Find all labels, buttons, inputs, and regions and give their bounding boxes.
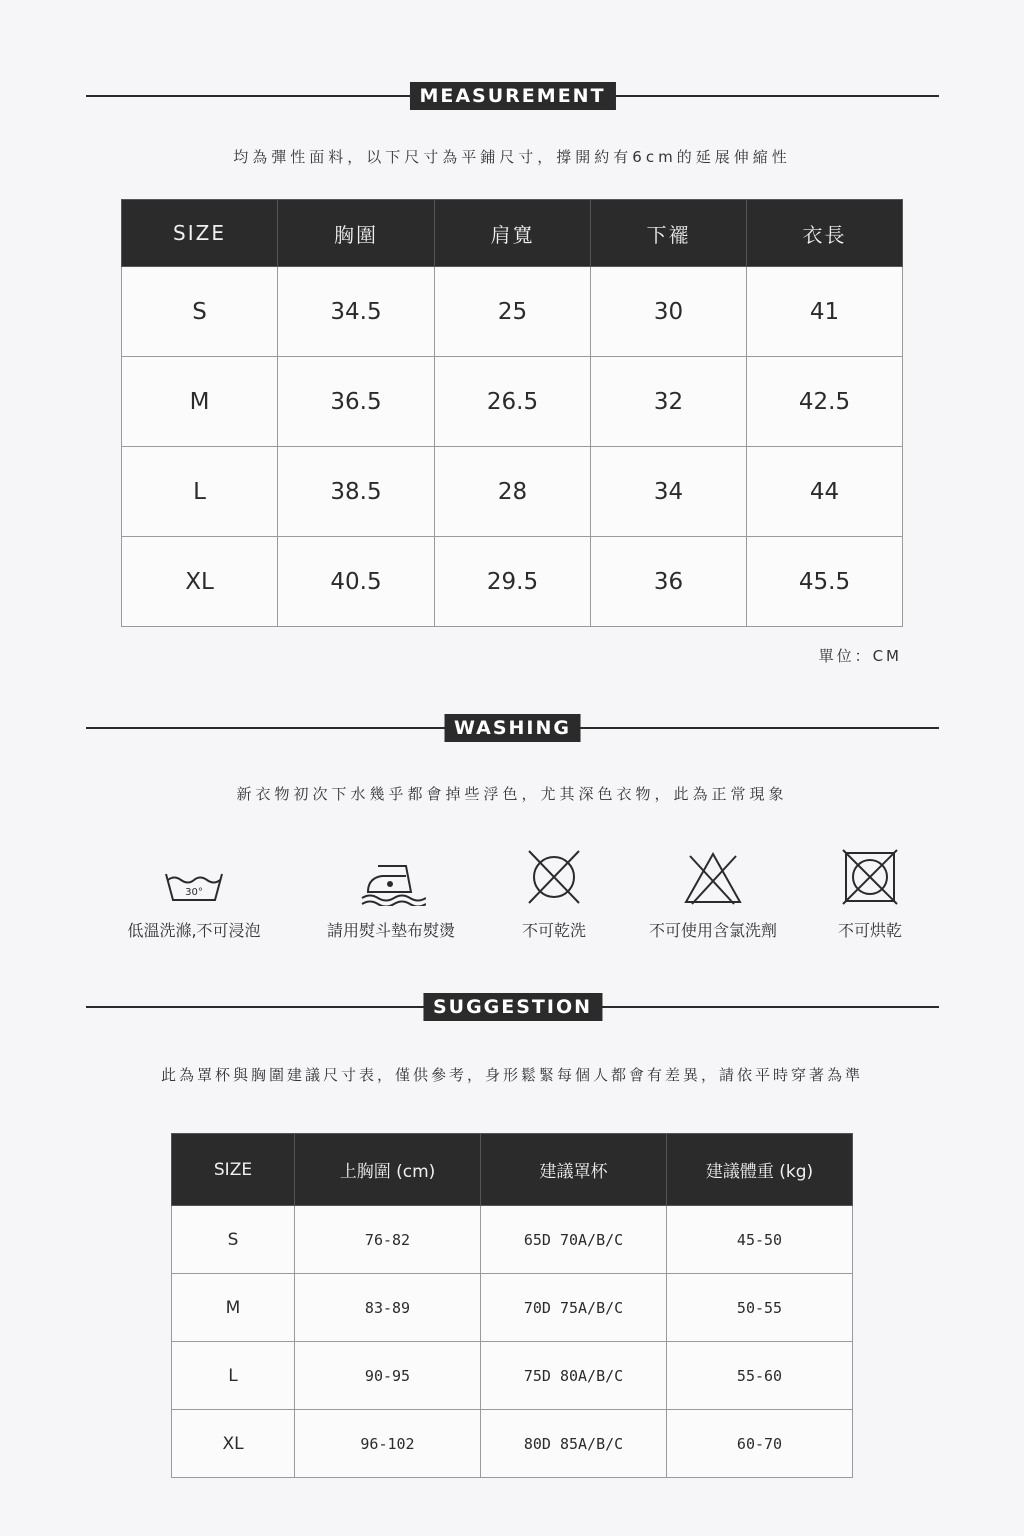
suggestion-note: 此為罩杯與胸圍建議尺寸表，僅供參考，身形鬆緊每個人都會有差異，請依平時穿著為準 bbox=[160, 1066, 863, 1084]
table-cell: 29.5 bbox=[435, 537, 591, 627]
table-cell: 50-55 bbox=[667, 1274, 853, 1342]
table-cell: 25 bbox=[435, 267, 591, 357]
temperature-label: 30° bbox=[185, 887, 203, 898]
table-cell: 36 bbox=[591, 537, 747, 627]
table-row bbox=[172, 1410, 853, 1478]
table-cell: 60-70 bbox=[667, 1410, 853, 1478]
table-cell: 38.5 bbox=[278, 447, 435, 537]
table-cell: 42.5 bbox=[747, 357, 903, 447]
iron-with-cloth-icon bbox=[356, 848, 426, 906]
wash-label: 請用熨斗墊布熨燙 bbox=[326, 921, 455, 940]
table-header-row bbox=[172, 1134, 853, 1206]
table-cell: 55-60 bbox=[667, 1342, 853, 1410]
table-row bbox=[122, 537, 903, 627]
table-row bbox=[172, 1274, 853, 1342]
table-row bbox=[122, 267, 903, 357]
wash-label: 不可乾洗 bbox=[521, 921, 586, 940]
column-header: SIZE bbox=[122, 200, 278, 267]
measurement-header bbox=[86, 82, 939, 110]
wash-label: 不可使用含氯洗劑 bbox=[648, 921, 777, 940]
washing-header bbox=[86, 714, 939, 742]
wash-label: 低溫洗滌,不可浸泡 bbox=[127, 921, 261, 940]
table-cell: 44 bbox=[747, 447, 903, 537]
column-header: 胸圍 bbox=[278, 200, 435, 267]
table-cell: 34 bbox=[591, 447, 747, 537]
wash-item bbox=[104, 848, 284, 941]
column-header: 衣長 bbox=[747, 200, 903, 267]
table-cell: 75D 80A/B/C bbox=[481, 1342, 667, 1410]
no-bleach-icon bbox=[678, 848, 748, 906]
suggestion-table bbox=[171, 1133, 853, 1478]
table-cell: 90-95 bbox=[295, 1342, 481, 1410]
table-row bbox=[172, 1342, 853, 1410]
measurement-note: 均為彈性面料，以下尺寸為平鋪尺寸，撐開約有6cm的延展伸縮性 bbox=[233, 148, 791, 166]
table-cell: 70D 75A/B/C bbox=[481, 1274, 667, 1342]
table-row bbox=[172, 1206, 853, 1274]
table-cell: 65D 70A/B/C bbox=[481, 1206, 667, 1274]
wash-item bbox=[464, 848, 644, 941]
wash-30-icon bbox=[159, 848, 229, 906]
section-title: MEASUREMENT bbox=[409, 82, 615, 110]
table-cell: XL bbox=[122, 537, 278, 627]
section-title: SUGGESTION bbox=[423, 993, 602, 1021]
table-header-row bbox=[122, 200, 903, 267]
table-cell: 96-102 bbox=[295, 1410, 481, 1478]
table-cell: 36.5 bbox=[278, 357, 435, 447]
table-cell: L bbox=[122, 447, 278, 537]
column-header: 建議體重 (kg) bbox=[667, 1134, 853, 1206]
no-dry-clean-icon bbox=[519, 848, 589, 906]
column-header: 下襬 bbox=[591, 200, 747, 267]
wash-item bbox=[301, 848, 481, 941]
table-cell: 32 bbox=[591, 357, 747, 447]
wash-item bbox=[623, 848, 803, 941]
table-cell: 28 bbox=[435, 447, 591, 537]
table-row bbox=[122, 447, 903, 537]
wash-item bbox=[780, 848, 960, 941]
table-cell: 30 bbox=[591, 267, 747, 357]
table-cell: S bbox=[172, 1206, 295, 1274]
unit-label: 單位：CM bbox=[818, 647, 902, 665]
table-cell: 76-82 bbox=[295, 1206, 481, 1274]
table-cell: S bbox=[122, 267, 278, 357]
no-tumble-dry-icon bbox=[835, 848, 905, 906]
column-header: 上胸圍 (cm) bbox=[295, 1134, 481, 1206]
column-header: 建議罩杯 bbox=[481, 1134, 667, 1206]
table-cell: XL bbox=[172, 1410, 295, 1478]
table-cell: 45-50 bbox=[667, 1206, 853, 1274]
section-title: WASHING bbox=[444, 714, 581, 742]
wash-label: 不可烘乾 bbox=[837, 921, 902, 940]
table-cell: 83-89 bbox=[295, 1274, 481, 1342]
table-cell: 80D 85A/B/C bbox=[481, 1410, 667, 1478]
table-cell: M bbox=[172, 1274, 295, 1342]
table-cell: M bbox=[122, 357, 278, 447]
table-cell: 34.5 bbox=[278, 267, 435, 357]
washing-note: 新衣物初次下水幾乎都會掉些浮色，尤其深色衣物，此為正常現象 bbox=[236, 785, 788, 803]
table-cell: 40.5 bbox=[278, 537, 435, 627]
suggestion-header bbox=[86, 993, 939, 1021]
table-cell: 45.5 bbox=[747, 537, 903, 627]
table-cell: L bbox=[172, 1342, 295, 1410]
measurement-table bbox=[121, 199, 903, 627]
table-cell: 41 bbox=[747, 267, 903, 357]
table-row bbox=[122, 357, 903, 447]
column-header: 肩寬 bbox=[435, 200, 591, 267]
column-header: SIZE bbox=[172, 1134, 295, 1206]
table-cell: 26.5 bbox=[435, 357, 591, 447]
